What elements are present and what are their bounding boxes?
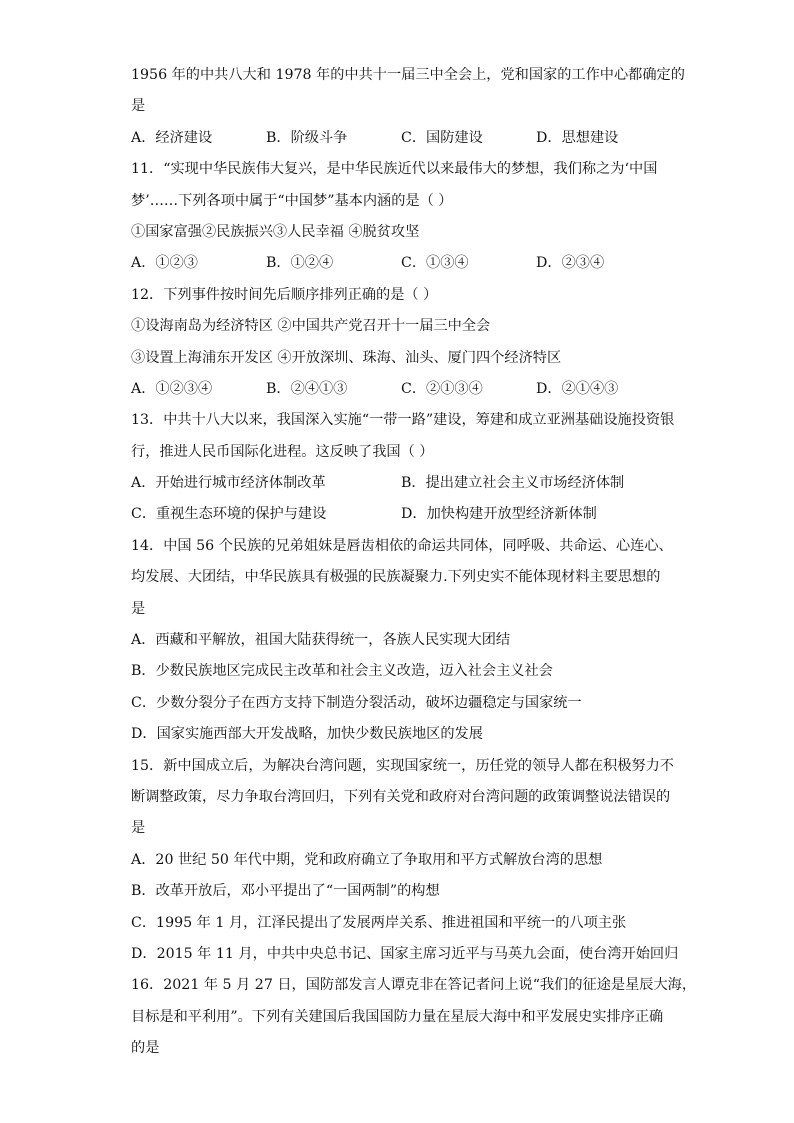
option-c: C．1995 年 1 月，江泽民提出了发展两岸关系、推进祖国和平统一的八项主张 [131,914,627,931]
question-stem-line: 的是 [131,1040,160,1057]
option-b: B．少数民族地区完成民主改革和社会主义改造，迈入社会主义社会 [131,663,553,680]
option-a: A．经济建设 [131,129,213,146]
question-14 [131,531,671,751]
answer-options [131,374,671,405]
question-stem-line: 13．中共十八大以来，我国深入实施“一带一路”建设，筹建和成立亚洲基础设施投资银 [131,412,675,429]
option-b: B．提出建立社会主义市场经济体制 [401,475,625,492]
option-c: C．①③④ [401,255,469,272]
option-c: C．重视生态环境的保护与建设 [131,506,327,523]
option-c: C．少数分裂分子在西方支持下制造分裂活动，破坏边疆稳定与国家统一 [131,694,582,711]
option-c: C．国防建设 [401,129,483,146]
option-d: D．思想建设 [536,129,619,146]
option-b: B．②④①③ [266,380,348,397]
question-13 [131,405,675,531]
question-stem-line: 是 [131,820,146,837]
option-b: B．阶级斗争 [266,129,348,146]
question-12 [131,280,671,406]
option-a: A．西藏和平解放，祖国大陆获得统一，各族人民实现大团结 [131,632,511,649]
question-stem-line: 是 [131,600,146,617]
question-15 [131,751,679,971]
question-stem-line: 梦’……下列各项中属于“中国梦”基本内涵的是（ ） [131,192,453,209]
option-d: D．国家实施西部大开发战略，加快少数民族地区的发展 [131,726,483,743]
answer-options [131,248,671,279]
question-stem-line: ①国家富强②民族振兴③人民幸福 ④脱贫攻坚 [131,223,420,240]
answer-options-row [131,499,671,530]
question-stem-line: 15．新中国成立后，为解决台湾问题，实现国家统一，历任党的领导人都在积极努力不 [131,757,674,774]
question-11 [131,154,671,280]
question-stem-line: 14．中国 56 个民族的兄弟姐妹是唇齿相依的命运共同体，同呼吸、共命运、心连心、 [131,537,673,554]
question-stem-line: 目标是和平利用”。下列有关建国后我国国防力量在星辰大海中和平发展史实排序正确 [131,1008,664,1025]
option-d: D．②③④ [536,255,605,272]
question-stem-line: 是 [131,98,146,115]
option-a: A．①②③④ [131,380,213,397]
question-stem-line: 12．下列事件按时间先后顺序排列正确的是（ ） [131,286,438,303]
question-stem-line: 11．“实现中华民族伟大复兴，是中华民族近代以来最伟大的梦想，我们称之为‘中国 [131,161,658,178]
question-stem-line: ③设置上海浦东开发区 ④开放深圳、珠海、汕头、厦门四个经济特区 [131,349,562,366]
option-a: A．开始进行城市经济体制改革 [131,475,326,492]
option-d: D．加快构建开放型经济新体制 [401,506,597,523]
option-b: B．①②④ [266,255,334,272]
question-10 [131,60,685,154]
question-16 [131,970,697,1064]
answer-options-row [131,468,671,499]
option-a: A．20 世纪 50 年代中期，党和政府确立了争取用和平方式解放台湾的思想 [131,851,603,868]
question-stem-line: 16．2021 年 5 月 27 日，国防部发言人谭克非在答记者问上说“我们的征途是星辰大海， [131,977,697,994]
option-d: D．2015 年 11 月，中共中央总书记、国家主席习近平与马英九会面，使台湾开始回归 [131,945,679,962]
option-a: A．①②③ [131,255,198,272]
question-stem-line: 1956 年的中共八大和 1978 年的中共十一届三中全会上，党和国家的工作中心都确定的 [131,67,685,83]
answer-options [131,123,671,154]
question-stem-line: 均发展、大团结，中华民族具有极强的民族凝聚力.下列史实不能体现材料主要思想的 [131,569,661,586]
option-b: B．改革开放后，邓小平提出了“一国两制”的构想 [131,883,440,900]
option-c: C．②①③④ [401,380,483,397]
option-d: D．②①④③ [536,380,619,397]
question-stem-line: 行，推进人民币国际化进程。这反映了我国（ ） [131,443,434,460]
exam-page [131,60,697,1065]
question-stem-line: ①设海南岛为经济特区 ②中国共产党召开十一届三中全会 [131,318,491,335]
question-stem-line: 断调整政策，尽力争取台湾回归，下列有关党和政府对台湾问题的政策调整说法错误的 [131,788,671,805]
